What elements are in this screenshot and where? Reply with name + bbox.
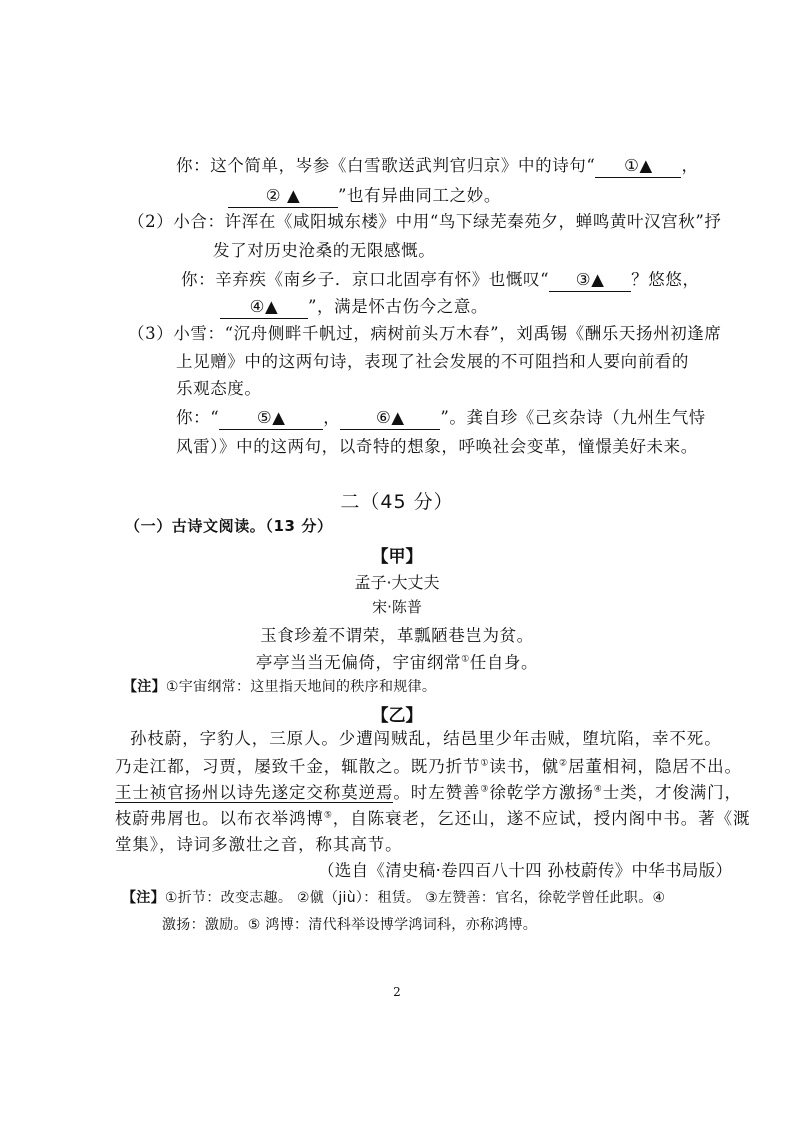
q3-reply-b: ，	[323, 408, 341, 427]
passage-line-2-b: 读书，僦	[489, 757, 559, 776]
blank-5-marker: ⑤▲	[256, 408, 286, 427]
footnote-ref-2: ②	[558, 758, 568, 769]
answer-blank-1[interactable]	[595, 155, 681, 178]
q3-line-3: 乐观态度。	[176, 379, 262, 398]
q2-line-3	[181, 269, 700, 292]
footnote-ref-4: ④	[593, 784, 603, 795]
blank-1-marker: ①▲	[624, 156, 653, 175]
speaker-xiaohe: 小合：	[173, 212, 225, 231]
blank-3-marker: ③▲	[575, 270, 605, 289]
poem-author: 宋·陈普	[372, 598, 422, 616]
passage-mark-jia: 【甲】	[371, 547, 423, 567]
q3-reply-c: ”。龚自珍《己亥杂诗（九州生气恃	[440, 408, 706, 427]
passage-line-1: 孙枝蔚，字豹人，三原人。少遭闯贼乱，结邑里少年击贼，堕坑陷，幸不死。	[130, 729, 722, 748]
passage-note-text-1: ①折节：改变志趣。 ②僦（jiù）：租赁。 ③左赞善：官名，徐乾学曾任此职。④	[164, 890, 666, 906]
answer-blank-2[interactable]	[228, 185, 338, 208]
poem-title: 孟子·大丈夫	[354, 573, 440, 592]
note-label: 【注】	[122, 890, 165, 906]
q1-text-c: ”也有异曲同工之妙。	[338, 186, 501, 205]
passage-source: （选自《清史稿·卷四百八十四 孙枝蔚传》中华书局版）	[318, 861, 733, 880]
speaker-ni: 你：	[176, 408, 211, 427]
passage-line-4	[115, 808, 750, 830]
page-number: 2	[393, 985, 401, 999]
q2-reply-a: 辛弃疾《南乡子．京口北固亭有怀》也慨叹“	[215, 270, 550, 289]
passage-mark-yi: 【乙】	[371, 706, 423, 726]
answer-blank-3[interactable]	[549, 269, 631, 292]
q3-line-1	[128, 323, 722, 345]
speaker-ni: 你：	[176, 156, 211, 175]
q2-reply-c: ”，满是怀古伤今之意。	[308, 297, 489, 316]
passage-note-2: 激扬：激励。⑤ 鸿博：清代科举设博学鸿词科，亦称鸿博。	[162, 917, 538, 933]
q3-line-2: 上见赠》中的这两句诗，表现了社会发展的不可阻挡和人要向前看的	[176, 352, 689, 371]
passage-line-4-a: 枝蔚弗屑也。以布衣举鸿博	[115, 809, 324, 828]
passage-line-5: 堂集》，诗词多激壮之音，称其高节。	[115, 835, 403, 854]
q3-line-4	[176, 407, 706, 430]
poem-line-1: 玉食珍羞不谓荣，革瓢陋巷岂为贫。	[260, 626, 534, 645]
note-label: 【注】	[123, 679, 166, 695]
blank-6-marker: ⑥▲	[376, 408, 405, 427]
poem-line-2-b: 任自身。	[469, 653, 539, 672]
poem-line-2	[0, 649, 794, 673]
answer-blank-5[interactable]	[219, 407, 323, 430]
q2-reply-b: ？悠悠，	[631, 270, 700, 289]
section-subtitle: （一）古诗文阅读。（13 分）	[125, 517, 333, 535]
footnote-ref-3: ③	[480, 784, 490, 795]
footnote-ref-5: ⑤	[323, 810, 333, 821]
answer-blank-4[interactable]	[220, 296, 308, 319]
footnote-ref-1: ①	[461, 654, 470, 665]
passage-line-4-b: ，自陈衰老，乞还山，遂不应试，授内阁中书。著《溉	[332, 809, 751, 828]
q1-text-b: ，	[681, 156, 699, 175]
passage-line-3-c: 士类，才俊满门，	[602, 783, 742, 802]
question-number-3: （3）	[128, 324, 174, 343]
speaker-xiaoxue: 小雪：	[173, 324, 225, 343]
passage-line-3-b: 徐乾学方激扬	[489, 783, 594, 802]
q3-reply-a: “	[210, 408, 220, 427]
passage-line-2	[115, 756, 742, 778]
q2-line-1	[128, 211, 722, 233]
q2-line-4	[220, 296, 488, 319]
q2-statement-1: 许浑在《咸阳城东楼》中用“鸟下绿芜秦苑夕，蝉鸣黄叶汉宫秋”抒	[224, 212, 722, 231]
speaker-ni: 你：	[181, 270, 216, 289]
passage-line-3	[115, 782, 742, 804]
passage-note-1	[122, 887, 665, 909]
poem-line-2-a: 亭亭当当无偏倚，宇宙纲常	[255, 653, 462, 672]
passage-line-2-a: 乃走江都，习贾，屡致千金，辄散之。既乃折节	[115, 757, 481, 776]
underlined-sentence: 王士祯官扬州以诗先遂定交称莫逆焉	[115, 783, 394, 802]
blank-4-marker: ④▲	[249, 297, 279, 316]
blank-2-marker: ② ▲	[265, 186, 301, 205]
section-title: 二（45 分）	[340, 491, 454, 513]
question-number-2: （2）	[128, 212, 174, 231]
answer-blank-6[interactable]	[340, 407, 440, 430]
poem-note	[123, 676, 436, 698]
q1-text-a: 这个简单，岑参《白雪歌送武判官归京》中的诗句“	[210, 156, 596, 175]
q1-line-1	[176, 155, 699, 178]
q3-statement-1: “沉舟侧畔千帆过，病树前头万木春”，刘禹锡《酬乐天扬州初逢席	[224, 324, 722, 343]
footnote-ref-1: ①	[480, 758, 490, 769]
q3-line-5: 风雷）》中的这两句，以奇特的想象，呼唤社会变革，憧憬美好未来。	[176, 437, 698, 456]
passage-line-3-a: 。时左赞善	[393, 783, 481, 802]
passage-line-2-c: 居董相祠，隐居不出。	[567, 757, 742, 776]
q2-line-2: 发了对历史沧桑的无限感慨。	[213, 241, 436, 260]
poem-note-text: ①宇宙纲常：这里指天地间的秩序和规律。	[165, 679, 437, 695]
q1-line-2	[228, 185, 501, 208]
